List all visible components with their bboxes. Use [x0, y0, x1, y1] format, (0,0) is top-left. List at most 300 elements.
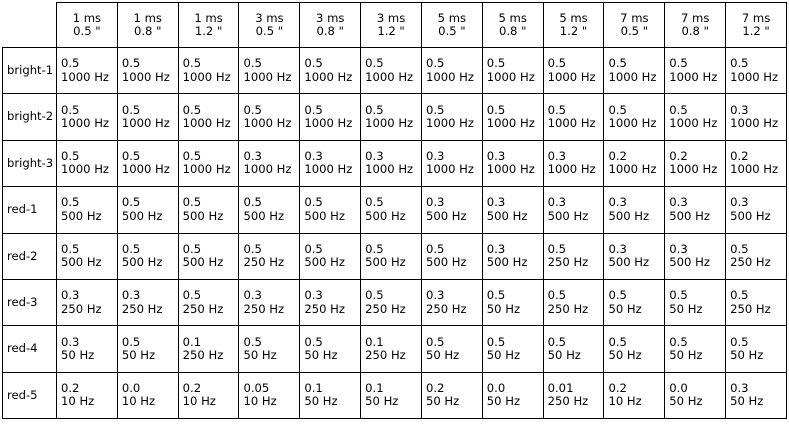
cell-value: 0.5 — [365, 56, 384, 71]
cell-value: 0.3 — [547, 148, 567, 163]
cell-value: 0.5 — [304, 334, 323, 349]
row-label: red-1 — [3, 187, 57, 233]
cell-value: 0.5 — [121, 56, 141, 71]
table-cell — [482, 279, 543, 325]
table-cell — [239, 233, 300, 279]
cell-frequency: 50 Hz — [669, 301, 703, 316]
cell-value: 0.3 — [365, 148, 384, 163]
table-cell — [482, 326, 543, 372]
row-label: bright-2 — [3, 94, 57, 140]
column-interval: 1.2 " — [742, 24, 770, 38]
column-duration: 7 ms — [680, 10, 710, 25]
table-cell — [726, 326, 787, 372]
cell-frequency: 1000 Hz — [608, 162, 657, 177]
cell-value: 0.5 — [121, 241, 141, 256]
cell-value: 0.1 — [365, 334, 384, 349]
table-row — [3, 48, 787, 94]
cell-value: 0.5 — [61, 195, 80, 210]
cell-frequency: 1000 Hz — [61, 69, 109, 84]
cell-frequency: 1000 Hz — [547, 69, 596, 84]
table-cell — [117, 326, 178, 372]
cell-frequency: 500 Hz — [730, 208, 771, 223]
table-cell — [482, 140, 543, 186]
cell-value: 0.2 — [730, 148, 749, 163]
cell-value: 0.3 — [61, 288, 80, 303]
table-cell — [726, 48, 787, 94]
cell-frequency: 1000 Hz — [304, 116, 353, 131]
cell-value: 0.5 — [304, 241, 323, 256]
column-duration: 3 ms — [376, 10, 406, 25]
cell-frequency: 500 Hz — [121, 255, 163, 270]
cell-frequency: 1000 Hz — [486, 162, 535, 177]
cell-frequency: 50 Hz — [304, 348, 338, 363]
row-label: red-4 — [3, 326, 57, 372]
cell-frequency: 500 Hz — [669, 208, 710, 223]
table-cell — [421, 233, 482, 279]
cell-value: 0.3 — [608, 241, 627, 256]
table-row — [3, 140, 787, 186]
table-cell — [604, 372, 665, 418]
table-cell — [604, 48, 665, 94]
cell-frequency: 1000 Hz — [182, 116, 231, 131]
table-cell — [604, 187, 665, 233]
cell-frequency: 1000 Hz — [425, 69, 474, 84]
cell-value: 0.3 — [547, 195, 567, 210]
column-interval: 0.8 " — [316, 24, 344, 38]
cell-value: 0.3 — [425, 195, 445, 210]
table-cell — [178, 326, 239, 372]
cell-frequency: 1000 Hz — [669, 69, 718, 84]
cell-frequency: 500 Hz — [425, 208, 467, 223]
table-body — [3, 48, 787, 419]
column-header — [543, 3, 604, 48]
cell-value: 0.3 — [730, 380, 749, 395]
column-interval: 0.8 " — [681, 24, 709, 38]
cell-frequency: 500 Hz — [547, 208, 589, 223]
cell-value: 0.5 — [730, 241, 749, 256]
table-cell — [421, 279, 482, 325]
table-cell — [482, 48, 543, 94]
column-interval: 0.5 " — [438, 24, 466, 38]
cell-value: 0.5 — [182, 148, 202, 163]
table-cell — [239, 140, 300, 186]
cell-value: 0.5 — [304, 102, 323, 117]
cell-value: 0.5 — [365, 102, 384, 117]
table-cell — [57, 187, 118, 233]
cell-value: 0.5 — [182, 195, 202, 210]
table-cell — [57, 372, 118, 418]
table-cell — [57, 94, 118, 140]
cell-value: 0.5 — [608, 56, 627, 71]
row-label: bright-3 — [3, 140, 57, 186]
cell-frequency: 1000 Hz — [669, 116, 718, 131]
cell-value: 0.5 — [547, 56, 567, 71]
table-cell — [543, 279, 604, 325]
cell-value: 0.5 — [669, 56, 688, 71]
cell-frequency: 50 Hz — [425, 394, 460, 409]
table-row — [3, 279, 787, 325]
cell-frequency: 50 Hz — [365, 394, 399, 409]
cell-value: 0.2 — [61, 380, 80, 395]
cell-value: 0.5 — [486, 56, 506, 71]
row-label: red-5 — [3, 372, 57, 418]
cell-frequency: 1000 Hz — [182, 69, 231, 84]
cell-frequency: 250 Hz — [243, 301, 285, 316]
table-cell — [117, 372, 178, 418]
cell-value: 0.3 — [304, 288, 323, 303]
table-cell — [361, 140, 422, 186]
cell-frequency: 1000 Hz — [61, 116, 109, 131]
table-cell — [178, 233, 239, 279]
cell-frequency: 250 Hz — [547, 394, 589, 409]
cell-frequency: 1000 Hz — [121, 116, 170, 131]
cell-frequency: 1000 Hz — [304, 69, 353, 84]
row-label: red-2 — [3, 233, 57, 279]
cell-value: 0.0 — [486, 380, 506, 395]
cell-frequency: 250 Hz — [365, 348, 406, 363]
table-cell — [57, 140, 118, 186]
cell-value: 0.5 — [425, 56, 445, 71]
table-cell — [57, 48, 118, 94]
table-row — [3, 326, 787, 372]
table-cell — [178, 48, 239, 94]
cell-frequency: 500 Hz — [61, 255, 102, 270]
cell-frequency: 50 Hz — [608, 348, 642, 363]
cell-value: 0.5 — [121, 334, 141, 349]
cell-frequency: 10 Hz — [182, 394, 216, 409]
table-cell — [482, 187, 543, 233]
table-cell — [543, 48, 604, 94]
cell-value: 0.5 — [304, 56, 323, 71]
table-cell — [421, 140, 482, 186]
cell-frequency: 1000 Hz — [61, 162, 109, 177]
table-cell — [665, 140, 726, 186]
cell-value: 0.5 — [547, 288, 567, 303]
cell-value: 0.5 — [365, 288, 384, 303]
cell-value: 0.5 — [486, 334, 506, 349]
table-cell — [665, 187, 726, 233]
cell-value: 0.5 — [121, 102, 141, 117]
cell-frequency: 50 Hz — [547, 348, 581, 363]
cell-value: 0.05 — [243, 380, 270, 395]
cell-frequency: 500 Hz — [669, 255, 710, 270]
cell-frequency: 1000 Hz — [486, 69, 535, 84]
cell-value: 0.3 — [669, 195, 688, 210]
cell-frequency: 1000 Hz — [730, 69, 779, 84]
cell-value: 0.5 — [730, 56, 749, 71]
table-cell — [117, 233, 178, 279]
cell-frequency: 50 Hz — [61, 348, 95, 363]
cell-frequency: 1000 Hz — [365, 162, 414, 177]
cell-frequency: 250 Hz — [730, 301, 771, 316]
cell-frequency: 50 Hz — [730, 348, 764, 363]
row-label: bright-1 — [3, 48, 57, 94]
table-cell — [57, 279, 118, 325]
cell-frequency: 1000 Hz — [121, 162, 170, 177]
table-cell — [361, 187, 422, 233]
table-cell — [300, 48, 361, 94]
column-header — [239, 3, 300, 48]
cell-value: 0.5 — [121, 195, 141, 210]
cell-frequency: 50 Hz — [486, 348, 521, 363]
cell-value: 0.5 — [61, 148, 80, 163]
cell-value: 0.3 — [486, 195, 506, 210]
table-cell — [604, 233, 665, 279]
column-duration: 5 ms — [559, 10, 588, 25]
cell-value: 0.1 — [304, 380, 323, 395]
table-cell — [726, 187, 787, 233]
table-cell — [604, 140, 665, 186]
cell-frequency: 1000 Hz — [425, 162, 474, 177]
column-duration: 3 ms — [255, 10, 284, 25]
column-duration: 3 ms — [316, 10, 345, 25]
table-cell — [300, 372, 361, 418]
cell-frequency: 1000 Hz — [243, 116, 292, 131]
cell-frequency: 500 Hz — [365, 255, 406, 270]
table-cell — [665, 233, 726, 279]
table-cell — [726, 94, 787, 140]
row-label: red-3 — [3, 279, 57, 325]
cell-value: 0.5 — [486, 102, 506, 117]
table-row — [3, 94, 787, 140]
column-header — [117, 3, 178, 48]
table-cell — [117, 279, 178, 325]
table-cell — [239, 187, 300, 233]
cell-value: 0.5 — [486, 288, 506, 303]
cell-frequency: 50 Hz — [608, 301, 642, 316]
table-cell — [57, 326, 118, 372]
cell-frequency: 1000 Hz — [730, 162, 779, 177]
table-cell — [726, 279, 787, 325]
parameter-table — [2, 2, 787, 419]
cell-value: 0.3 — [121, 288, 141, 303]
table-cell — [543, 94, 604, 140]
cell-frequency: 250 Hz — [61, 301, 102, 316]
cell-value: 0.01 — [547, 380, 574, 395]
cell-value: 0.2 — [608, 380, 627, 395]
column-interval: 0.8 " — [134, 24, 162, 38]
column-header — [726, 3, 787, 48]
table-cell — [178, 140, 239, 186]
column-interval: 0.5 " — [620, 24, 649, 38]
cell-frequency: 250 Hz — [121, 301, 163, 316]
column-header — [57, 3, 118, 48]
table-cell — [604, 326, 665, 372]
cell-value: 0.3 — [243, 288, 262, 303]
cell-frequency: 10 Hz — [243, 394, 277, 409]
table-cell — [117, 140, 178, 186]
cell-value: 0.0 — [669, 380, 688, 395]
table-cell — [239, 279, 300, 325]
cell-value: 0.1 — [182, 334, 202, 349]
cell-value: 0.5 — [243, 56, 262, 71]
table-cell — [300, 233, 361, 279]
cell-frequency: 1000 Hz — [182, 162, 231, 177]
table-cell — [604, 279, 665, 325]
table-cell — [361, 326, 422, 372]
cell-frequency: 500 Hz — [182, 255, 224, 270]
column-header — [604, 3, 665, 48]
cell-frequency: 250 Hz — [425, 301, 467, 316]
cell-frequency: 250 Hz — [547, 301, 589, 316]
cell-frequency: 50 Hz — [669, 348, 703, 363]
cell-value: 0.5 — [182, 288, 202, 303]
cell-frequency: 500 Hz — [425, 255, 467, 270]
cell-frequency: 50 Hz — [425, 348, 460, 363]
column-duration: 5 ms — [437, 10, 467, 25]
cell-value: 0.1 — [365, 380, 384, 395]
cell-frequency: 250 Hz — [304, 301, 345, 316]
cell-value: 0.5 — [730, 334, 749, 349]
table-cell — [57, 233, 118, 279]
cell-frequency: 500 Hz — [304, 255, 345, 270]
table-row — [3, 372, 787, 418]
column-interval: 1.2 " — [377, 24, 405, 38]
table-cell — [178, 279, 239, 325]
cell-frequency: 500 Hz — [365, 208, 406, 223]
cell-value: 0.5 — [304, 195, 323, 210]
table-cell — [361, 372, 422, 418]
cell-value: 0.5 — [121, 148, 141, 163]
table-cell — [543, 326, 604, 372]
cell-frequency: 10 Hz — [608, 394, 642, 409]
table-cell — [361, 48, 422, 94]
table-cell — [178, 187, 239, 233]
column-interval: 0.5 " — [255, 24, 284, 38]
table-cell — [361, 94, 422, 140]
cell-frequency: 10 Hz — [121, 394, 156, 409]
table-cell — [361, 233, 422, 279]
cell-value: 0.5 — [425, 102, 445, 117]
cell-frequency: 500 Hz — [608, 255, 650, 270]
column-header — [178, 3, 239, 48]
cell-frequency: 1000 Hz — [486, 116, 535, 131]
table-cell — [726, 140, 787, 186]
cell-value: 0.5 — [669, 102, 688, 117]
table-cell — [665, 94, 726, 140]
table-cell — [543, 233, 604, 279]
cell-value: 0.5 — [425, 241, 445, 256]
cell-frequency: 50 Hz — [730, 394, 764, 409]
cell-value: 0.2 — [425, 380, 445, 395]
cell-value: 0.5 — [182, 102, 202, 117]
cell-value: 0.5 — [547, 102, 567, 117]
header-row — [3, 3, 787, 48]
table-cell — [117, 48, 178, 94]
column-interval: 0.5 " — [73, 24, 101, 38]
cell-frequency: 50 Hz — [486, 394, 521, 409]
column-header — [361, 3, 422, 48]
table-cell — [604, 94, 665, 140]
column-header — [300, 3, 361, 48]
cell-value: 0.5 — [608, 102, 627, 117]
cell-frequency: 500 Hz — [121, 208, 163, 223]
cell-frequency: 50 Hz — [486, 301, 521, 316]
cell-frequency: 250 Hz — [730, 255, 771, 270]
table-cell — [421, 48, 482, 94]
cell-frequency: 1000 Hz — [730, 116, 779, 131]
table-cell — [300, 187, 361, 233]
cell-value: 0.5 — [730, 288, 749, 303]
table-cell — [239, 326, 300, 372]
cell-value: 0.5 — [61, 241, 80, 256]
cell-value: 0.5 — [608, 334, 627, 349]
cell-value: 0.5 — [669, 334, 688, 349]
cell-value: 0.2 — [182, 380, 202, 395]
table-cell — [482, 372, 543, 418]
cell-frequency: 250 Hz — [365, 301, 406, 316]
cell-frequency: 1000 Hz — [608, 69, 657, 84]
corner-cell — [3, 3, 57, 48]
cell-frequency: 500 Hz — [61, 208, 102, 223]
cell-value: 0.3 — [243, 148, 262, 163]
table-row — [3, 233, 787, 279]
cell-value: 0.5 — [182, 56, 202, 71]
column-duration: 1 ms — [194, 10, 223, 25]
cell-value: 0.3 — [486, 241, 506, 256]
table-cell — [421, 372, 482, 418]
cell-frequency: 1000 Hz — [425, 116, 474, 131]
table-cell — [117, 187, 178, 233]
cell-frequency: 250 Hz — [182, 348, 224, 363]
cell-value: 0.5 — [243, 334, 262, 349]
table-cell — [178, 94, 239, 140]
cell-frequency: 500 Hz — [243, 208, 285, 223]
cell-value: 0.5 — [182, 241, 202, 256]
table-cell — [726, 372, 787, 418]
table-cell — [300, 326, 361, 372]
table-cell — [482, 233, 543, 279]
cell-value: 0.5 — [243, 195, 262, 210]
column-duration: 7 ms — [620, 10, 649, 25]
table-cell — [117, 94, 178, 140]
table-cell — [482, 94, 543, 140]
cell-value: 0.5 — [365, 241, 384, 256]
table-cell — [421, 94, 482, 140]
cell-frequency: 250 Hz — [547, 255, 589, 270]
cell-frequency: 1000 Hz — [365, 69, 414, 84]
cell-value: 0.0 — [121, 380, 141, 395]
cell-frequency: 1000 Hz — [365, 116, 414, 131]
cell-frequency: 1000 Hz — [121, 69, 170, 84]
cell-value: 0.3 — [608, 195, 627, 210]
cell-frequency: 500 Hz — [304, 208, 345, 223]
cell-value: 0.3 — [730, 102, 749, 117]
table-cell — [239, 48, 300, 94]
table-cell — [300, 279, 361, 325]
table-row — [3, 187, 787, 233]
cell-value: 0.3 — [730, 195, 749, 210]
cell-value: 0.5 — [61, 102, 80, 117]
table-cell — [665, 372, 726, 418]
cell-frequency: 1000 Hz — [608, 116, 657, 131]
cell-frequency: 1000 Hz — [547, 116, 596, 131]
table-cell — [665, 279, 726, 325]
cell-value: 0.5 — [365, 195, 384, 210]
cell-value: 0.2 — [669, 148, 688, 163]
column-duration: 1 ms — [72, 10, 102, 25]
cell-frequency: 50 Hz — [304, 394, 338, 409]
cell-frequency: 1000 Hz — [547, 162, 596, 177]
column-duration: 1 ms — [133, 10, 162, 25]
cell-value: 0.5 — [243, 102, 262, 117]
cell-value: 0.3 — [304, 148, 323, 163]
table-cell — [178, 372, 239, 418]
column-duration: 5 ms — [498, 10, 527, 25]
cell-frequency: 1000 Hz — [304, 162, 353, 177]
cell-value: 0.3 — [486, 148, 506, 163]
table-cell — [361, 279, 422, 325]
